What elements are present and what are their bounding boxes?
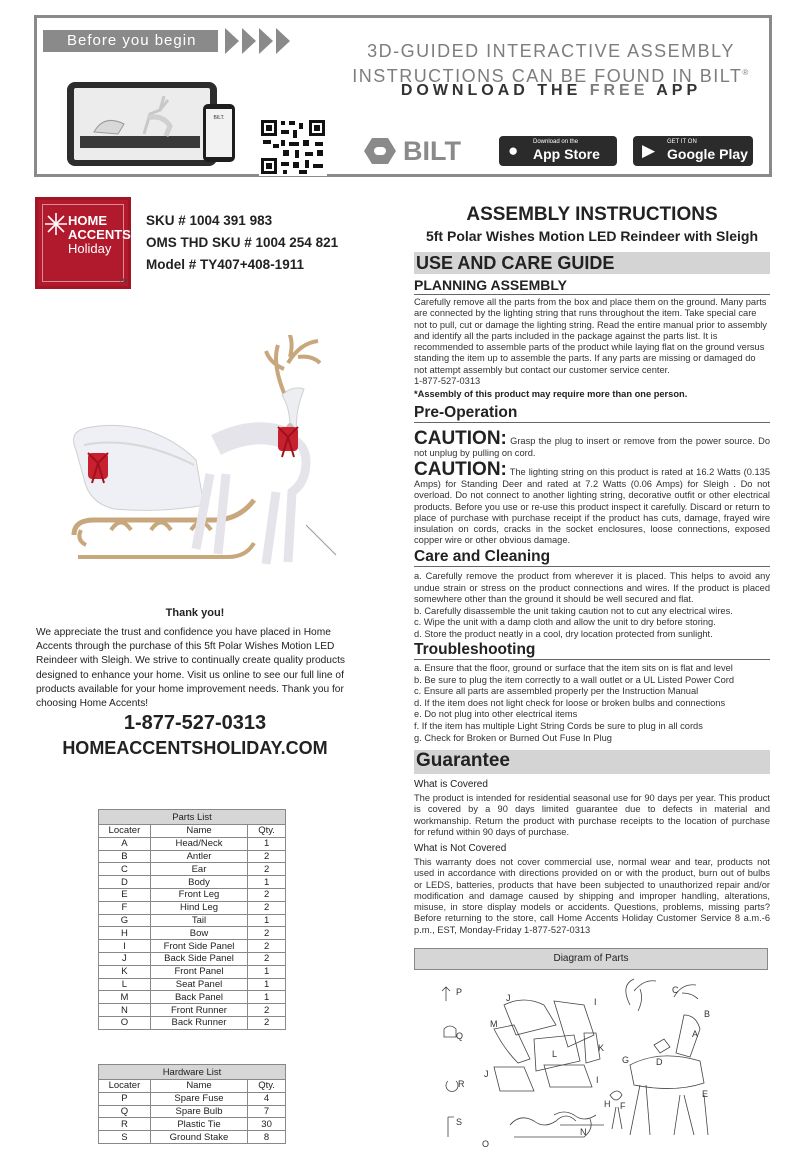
table-row [99, 952, 286, 965]
cell-locater: G [99, 914, 151, 927]
table-row [99, 901, 286, 914]
cell-qty: 2 [248, 888, 286, 901]
logo-line-holiday: Holiday [68, 241, 112, 256]
cell-name: Hind Leg [150, 901, 247, 914]
cell-qty: 1 [248, 914, 286, 927]
table-row [99, 991, 286, 1004]
cell-locater: F [99, 901, 151, 914]
diagram-label: J [506, 993, 511, 1003]
cell-name: Head/Neck [150, 837, 247, 850]
cell-qty: 1 [248, 876, 286, 889]
bilt-logo [363, 136, 483, 166]
table-row [99, 940, 286, 953]
app-store-small-label: Download on the [533, 139, 579, 145]
google-play-small-label: GET IT ON [667, 139, 697, 145]
website-link[interactable]: HOMEACCENTSHOLIDAY.COM [62, 738, 328, 758]
diagram-label: R [458, 1079, 465, 1089]
hardware-list-caption: Hardware List [99, 1065, 286, 1080]
headline-line-2: INSTRUCTIONS CAN BE FOUND IN BILT [352, 66, 743, 86]
oms-sku-number: OMS THD SKU # 1004 254 821 [146, 235, 339, 250]
chevron-right-icon [242, 28, 256, 54]
diagram-label: S [456, 1117, 463, 1127]
download-free: FREE [589, 82, 649, 99]
troubleshooting-heading: Troubleshooting [414, 641, 770, 660]
cell-qty: 4 [248, 1092, 286, 1105]
diagram-label: Q [456, 1031, 464, 1041]
diagram-label: I [594, 997, 597, 1007]
table-row [99, 927, 286, 940]
cell-name: Spare Bulb [150, 1105, 247, 1118]
chevron-right-icon [276, 28, 290, 54]
sku-number: SKU # 1004 391 983 [146, 213, 273, 228]
care-item: b. Carefully disassemble the unit taking caution not to cut any electrical wires. [414, 605, 733, 616]
caution-2-text: The lighting string on this product is rated at 16.2 Watts (0.135 Amps) for Standing Deer and rated at 7.2 Watts (0.06 Amps) for Sleigh . Do not overload. Do not connect to another lighting string, decorative outfit or other electrical products. Before you use or re-use this product inspect it carefully. Discard or return to place of purchase with purchase receipt if the product has cuts, damage, frayed wire insulation on cords, cracks in the socket enclosures, loose connections, exposed copper wire or other obvious damage. [414, 467, 770, 546]
diagram-label: B [704, 1009, 711, 1019]
app-store-big-label: App Store [533, 146, 600, 162]
app-store-button[interactable] [499, 136, 617, 166]
cell-name: Seat Panel [150, 978, 247, 991]
diagram-label: J [484, 1069, 489, 1079]
cell-name: Back Side Panel [150, 952, 247, 965]
logo-line-home: HOME [68, 213, 107, 228]
column-header-locater: Locater [99, 825, 151, 838]
parts-diagram [434, 975, 768, 1160]
table-row [99, 876, 286, 889]
caution-2 [414, 461, 770, 547]
thank-you-message: We appreciate the trust and confidence you have placed in Home Accents through the purchase of this 5ft Polar Wishes Motion LED Reindeer with Sleigh. We strive to continually create quality products designed to enhance your home. Visit us online to see our full line of products available for your home improvement needs. Thank you for choosing Home Accents! [36, 627, 345, 710]
cell-locater: K [99, 965, 151, 978]
cell-qty: 1 [248, 978, 286, 991]
diagram-label: F [620, 1101, 626, 1111]
cell-locater: R [99, 1118, 151, 1131]
trouble-item: b. Be sure to plug the item correctly to a wall outlet or a UL Listed Power Cord [414, 674, 735, 685]
table-row [99, 965, 286, 978]
cell-locater: M [99, 991, 151, 1004]
cell-qty: 1 [248, 837, 286, 850]
cell-qty: 8 [248, 1131, 286, 1144]
hardware-list-table [98, 1064, 286, 1144]
diagram-label: D [656, 1057, 663, 1067]
table-row [99, 914, 286, 927]
cell-name: Ground Stake [150, 1131, 247, 1144]
ground-stake-part [448, 1117, 454, 1137]
diagram-label: H [604, 1099, 611, 1109]
planning-assembly-heading: PLANNING ASSEMBLY [414, 276, 770, 295]
bilt-wordmark: BILT [403, 136, 461, 166]
cell-locater: B [99, 850, 151, 863]
cell-locater: N [99, 1004, 151, 1017]
cell-locater: D [99, 876, 151, 889]
cell-locater: L [99, 978, 151, 991]
table-row [99, 1105, 286, 1118]
diagram-label: K [598, 1043, 605, 1053]
troubleshooting-list [414, 663, 770, 744]
cell-qty: 2 [248, 940, 286, 953]
phone-app-label: BILT. [206, 109, 232, 157]
cell-locater: C [99, 863, 151, 876]
cell-name: Spare Fuse [150, 1092, 247, 1105]
cell-locater: E [99, 888, 151, 901]
table-row [99, 1092, 286, 1105]
parts-list-table [98, 809, 286, 1030]
diagram-label: L [552, 1049, 558, 1059]
cell-qty: 2 [248, 863, 286, 876]
cell-name: Front Side Panel [150, 940, 247, 953]
cell-qty: 2 [248, 1016, 286, 1029]
cell-qty: 2 [248, 1004, 286, 1017]
table-row [99, 863, 286, 876]
thank-you-title: Thank you! [165, 607, 225, 619]
cell-name: Tail [150, 914, 247, 927]
diagram-label: M [490, 1019, 498, 1029]
registered-mark: ® [742, 68, 750, 77]
column-header-qty: Qty. [248, 825, 286, 838]
cell-name: Back Runner [150, 1016, 247, 1029]
logo-line-accents: ACCENTS [68, 227, 131, 242]
care-item: a. Carefully remove the product from wherever it is placed. This helps to avoid any undue strain or stress on the product connections and wires. If the product is placed somewhere other than the ground it should be well secured and flat. [414, 571, 770, 605]
what-is-covered-heading: What is Covered [414, 779, 488, 790]
model-number: Model # TY407+408-1911 [146, 257, 304, 272]
care-item: c. Wipe the unit with a damp cloth and allow the unit to dry before storing. [414, 617, 716, 628]
table-row [99, 850, 286, 863]
bilt-hexagon-icon [363, 136, 397, 166]
cell-qty: 2 [248, 850, 286, 863]
diagram-label: N [580, 1127, 587, 1137]
diagram-label: C [672, 985, 679, 995]
tablet-icon [67, 82, 217, 166]
plastic-tie-part [446, 1081, 458, 1091]
logo-wordmark [68, 214, 131, 256]
download-prefix: DOWNLOAD THE [400, 82, 582, 99]
trademark-mark: TM [119, 279, 128, 285]
cell-name: Front Panel [150, 965, 247, 978]
cell-qty: 2 [248, 952, 286, 965]
chevron-right-icon [225, 28, 239, 54]
cell-locater: A [99, 837, 151, 850]
banner-headline [333, 40, 769, 87]
table-row [99, 978, 286, 991]
table-row [99, 1016, 286, 1029]
pre-operation-heading: Pre-Operation [414, 404, 770, 423]
trouble-item: c. Ensure all parts are assembled properly per the Instruction Manual [414, 686, 699, 697]
product-identifiers [146, 210, 338, 276]
trouble-item: g. Check for Broken or Burned Out Fuse In Plug [414, 732, 612, 743]
table-row [99, 1131, 286, 1144]
cell-name: Back Panel [150, 991, 247, 1004]
what-is-not-covered-text: This warranty does not cover commercial use, normal wear and tear, products not used in accordance with directions provided on or with the product, burn out of bulbs or LEDS, batteries, products that have been subjected to unauthorized repair and/or modification and damage caused by shipping and improper handling, alterations, misuse, in store display models or accidents. Questions, problems, missing parts? Before returning to the store, call Home Accents Holiday Customer Service 8 a.m.-6 p.m., EST, Monday-Friday 1-877-527-0313 [414, 857, 770, 935]
home-accents-holiday-logo [35, 197, 131, 289]
cell-locater: H [99, 927, 151, 940]
cell-locater: O [99, 1016, 151, 1029]
cell-locater: I [99, 940, 151, 953]
column-header-name: Name [150, 1080, 247, 1093]
tablet-and-phone-illustration [67, 78, 227, 168]
google-play-icon: ▶ [642, 141, 656, 160]
phone-icon [203, 104, 235, 162]
diagram-label: O [482, 1139, 490, 1149]
cell-locater: J [99, 952, 151, 965]
google-play-button[interactable] [633, 136, 753, 166]
reindeer-sleigh-preview [74, 88, 210, 160]
planning-body: Carefully remove all the parts from the box and place them on the ground. Many parts are connected by the lighting string that runs throughout the item. Take special care not to pull, cut or damage the lighting string. Read the entire manual prior to assembly and identify all the parts included in the package against the parts list. It is recommended to assemble parts of the product while laying flat on the ground versus standing the item up to assemble the parts. If any parts are missing or damaged do not attempt assembly but contact our customer service center. [414, 297, 767, 375]
cell-locater: P [99, 1092, 151, 1105]
use-and-care-heading: USE AND CARE GUIDE [414, 252, 770, 274]
trouble-item: d. If the item does not light check for loose or broken bulbs and connections [414, 697, 726, 708]
chevron-right-icon [259, 28, 273, 54]
table-row [99, 1118, 286, 1131]
table-row [99, 837, 286, 850]
cell-name: Ear [150, 863, 247, 876]
cell-name: Plastic Tie [150, 1118, 247, 1131]
google-play-big-label: Google Play [667, 146, 748, 162]
cell-name: Body [150, 876, 247, 889]
assembly-note: *Assembly of this product may require more than one person. [414, 389, 688, 399]
diagram-label: A [692, 1029, 699, 1039]
cell-name: Bow [150, 927, 247, 940]
column-header-locater: Locater [99, 1080, 151, 1093]
qr-code-icon[interactable] [259, 118, 327, 176]
caution-1-text: Grasp the plug to insert or remove from the power source. Do not unplug by pulling on cord. [414, 436, 770, 458]
cell-name: Front Runner [150, 1004, 247, 1017]
snowflake-icon [44, 212, 68, 236]
caution-label: CAUTION: [414, 459, 507, 480]
reindeer-with-sleigh-photo [66, 335, 346, 585]
apple-icon: ● [508, 141, 519, 160]
cell-qty: 2 [248, 901, 286, 914]
column-header-qty: Qty. [248, 1080, 286, 1093]
ribbon-label: Before you begin [43, 30, 218, 52]
fuse-part [442, 987, 450, 1001]
guarantee-heading: Guarantee [414, 750, 770, 774]
diagram-label: I [596, 1075, 599, 1085]
what-is-covered-text: The product is intended for residential seasonal use for 90 days per year. This product is covered by a 90 days limited guarantee due to defects in material and workmanship. Return the product with purchase receipts to the location of purchase for refund within 90 days of purchase. [414, 793, 770, 837]
care-item: d. Store the product neatly in a cool, dry location protected from sunlight. [414, 628, 713, 639]
trouble-item: a. Ensure that the floor, ground or surface that the item sits on is flat and level [414, 663, 733, 673]
page-title: ASSEMBLY INSTRUCTIONS [466, 204, 718, 225]
diagram-label: E [702, 1089, 709, 1099]
table-row [99, 888, 286, 901]
headline-line-1: 3D-GUIDED INTERACTIVE ASSEMBLY [367, 41, 735, 61]
product-subtitle: 5ft Polar Wishes Motion LED Reindeer with Sleigh [425, 228, 759, 244]
planning-assembly-text [414, 297, 770, 387]
care-cleaning-heading: Care and Cleaning [414, 548, 770, 567]
download-suffix: APP [656, 82, 702, 99]
trouble-item: e. Do not plug into other electrical items [414, 709, 578, 720]
diagram-label: P [456, 987, 463, 997]
parts-list-caption: Parts List [99, 810, 286, 825]
caution-1 [414, 430, 770, 459]
bilt-banner [34, 15, 772, 177]
column-header-name: Name [150, 825, 247, 838]
caution-label: CAUTION: [414, 428, 507, 449]
bulb-part [444, 1026, 456, 1037]
cell-locater: S [99, 1131, 151, 1144]
before-you-begin-ribbon [43, 26, 287, 62]
trouble-item: f. If the item has multiple Light String Cords be sure to plug in all cords [414, 720, 703, 731]
cell-qty: 1 [248, 991, 286, 1004]
table-row [99, 1004, 286, 1017]
cell-qty: 7 [248, 1105, 286, 1118]
cell-name: Front Leg [150, 888, 247, 901]
what-is-not-covered-heading: What is Not Covered [414, 843, 507, 854]
diagram-label: G [622, 1055, 630, 1065]
cell-name: Antler [150, 850, 247, 863]
customer-service-phone: 1-877-527-0313 [123, 712, 267, 734]
cell-qty: 2 [248, 927, 286, 940]
download-headline [333, 82, 769, 100]
planning-phone: 1-877-527-0313 [414, 376, 481, 387]
cell-qty: 1 [248, 965, 286, 978]
diagram-of-parts-heading: Diagram of Parts [414, 948, 768, 970]
care-cleaning-list [414, 571, 770, 641]
cell-locater: Q [99, 1105, 151, 1118]
cell-qty: 30 [248, 1118, 286, 1131]
